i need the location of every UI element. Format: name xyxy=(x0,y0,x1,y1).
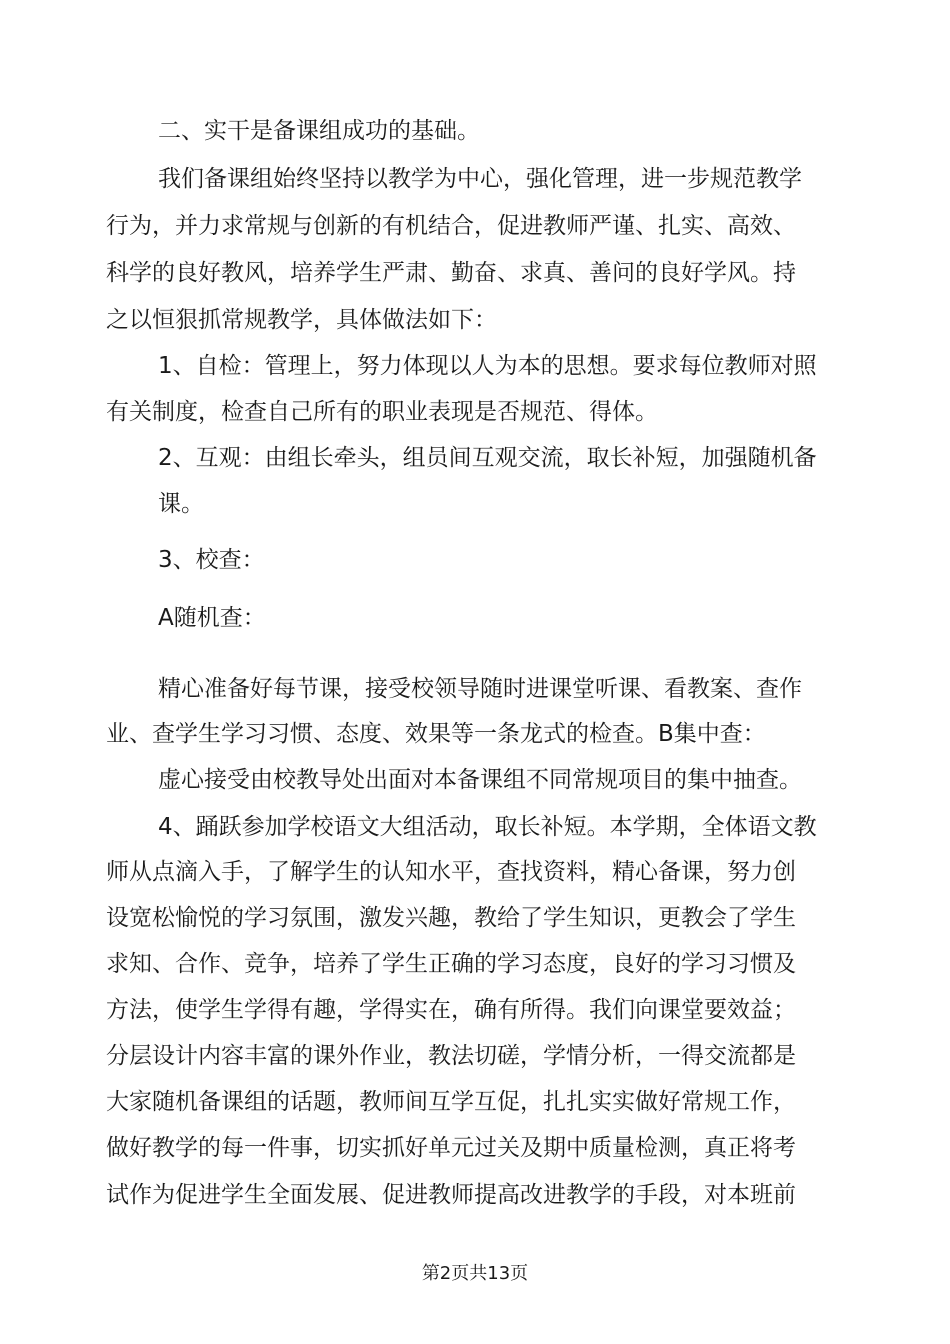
section-heading: 二、实干是备课组成功的基础。 xyxy=(158,118,480,144)
paragraph-line: 分层设计内容丰富的课外作业，教法切磋，学情分析，一得交流都是 xyxy=(106,1043,796,1069)
paragraph-line: 做好教学的每一件事，切实抓好单元过关及期中质量检测，真正将考 xyxy=(106,1135,796,1161)
paragraph-line: 试作为促进学生全面发展、促进教师提高改进教学的手段，对本班前 xyxy=(106,1182,796,1208)
paragraph-line: 精心准备好每节课，接受校领导随时进课堂听课、看教案、查作 xyxy=(158,676,802,702)
page-number-footer: 第2页共13页 xyxy=(421,1263,529,1284)
paragraph-line: 师从点滴入手，了解学生的认知水平，查找资料，精心备课，努力创 xyxy=(106,859,796,885)
paragraph-line: 之以恒狠抓常规教学，具体做法如下： xyxy=(106,307,497,333)
paragraph-line: 业、查学生学习习惯、态度、效果等一条龙式的检查。B集中查： xyxy=(106,721,766,747)
paragraph-line: 2、互观：由组长牵头，组员间互观交流，取长补短，加强随机备 xyxy=(158,445,817,471)
paragraph-line: 科学的良好教风，培养学生严肃、勤奋、求真、善问的良好学风。持 xyxy=(106,260,796,286)
paragraph-line: 我们备课组始终坚持以教学为中心，强化管理，进一步规范教学 xyxy=(158,166,802,192)
paragraph-line: 行为，并力求常规与创新的有机结合，促进教师严谨、扎实、高效、 xyxy=(106,213,796,239)
paragraph-line: A随机查： xyxy=(158,605,266,631)
paragraph-line: 3、校查： xyxy=(158,547,265,573)
paragraph-line: 有关制度，检查自己所有的职业表现是否规范、得体。 xyxy=(106,399,658,425)
paragraph-line: 1、自检：管理上，努力体现以人为本的思想。要求每位教师对照 xyxy=(158,353,817,379)
paragraph-line: 方法，使学生学得有趣，学得实在，确有所得。我们向课堂要效益； xyxy=(106,997,796,1023)
paragraph-line: 大家随机备课组的话题，教师间互学互促，扎扎实实做好常规工作， xyxy=(106,1089,796,1115)
paragraph-line: 求知、合作、竞争，培养了学生正确的学习态度，良好的学习习惯及 xyxy=(106,951,796,977)
paragraph-line: 设宽松愉悦的学习氛围，激发兴趣，教给了学生知识，更教会了学生 xyxy=(106,905,796,931)
paragraph-line: 课。 xyxy=(158,491,204,517)
paragraph-line: 虚心接受由校教导处出面对本备课组不同常规项目的集中抽查。 xyxy=(158,767,802,793)
paragraph-line: 4、踊跃参加学校语文大组活动，取长补短。本学期，全体语文教 xyxy=(158,814,817,840)
